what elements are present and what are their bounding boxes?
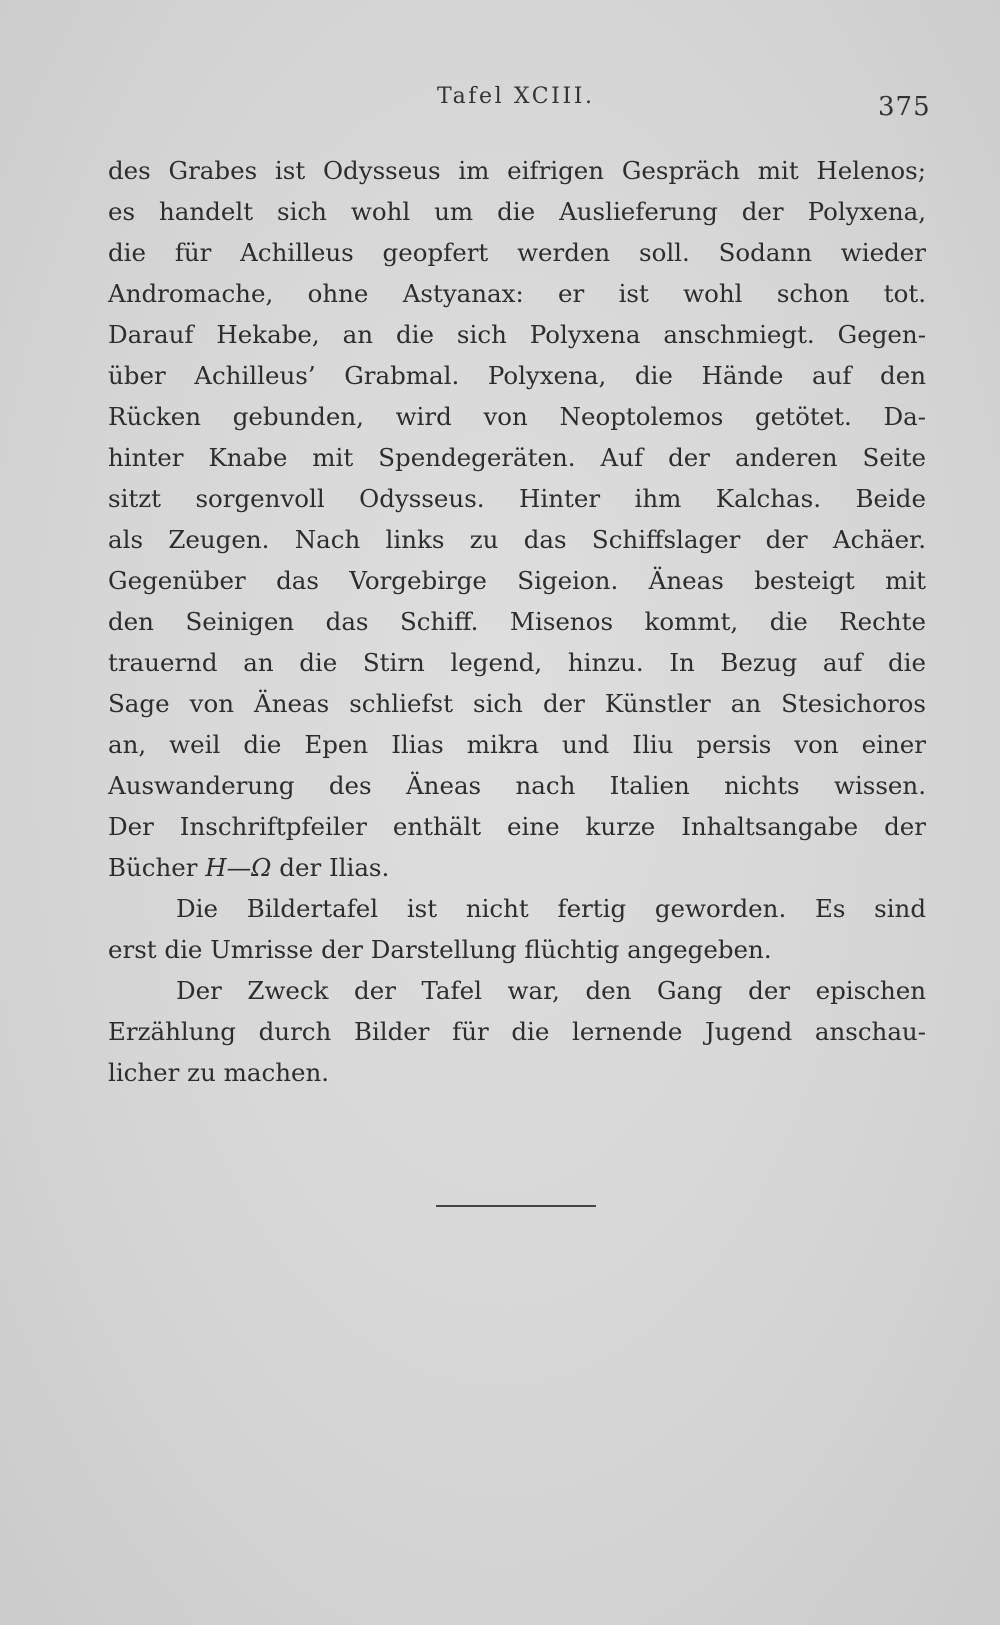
text-line: Erzählung durch Bilder für die lernende Jugend anschau- (108, 1017, 926, 1046)
text-line: trauernd an die Stirn legend, hinzu. In Bezug auf die (108, 648, 926, 677)
text-line: Die Bildertafel ist nicht fertig geworden. Es sind (176, 894, 926, 923)
page-number: 375 (878, 92, 931, 122)
text-line: Gegenüber das Vorgebirge Sigeion. Äneas besteigt mit (108, 566, 926, 595)
text-line: des Grabes ist Odysseus im eifrigen Gespräch mit Helenos; (108, 156, 926, 185)
text-line: die für Achilleus geopfert werden soll. Sodann wieder (108, 238, 926, 267)
text-line: Der Inschriftpfeiler enthält eine kurze Inhaltsangabe der (108, 812, 926, 841)
text-line: an, weil die Epen Ilias mikra und Iliu persis von einer (108, 730, 926, 759)
text-line: den Seinigen das Schiff. Misenos kommt, die Rechte (108, 607, 926, 636)
text-line: Der Zweck der Tafel war, den Gang der epischen (176, 976, 926, 1005)
text-line: es handelt sich wohl um die Auslieferung der Polyxena, (108, 197, 926, 226)
books-suffix: der Ilias. (279, 853, 390, 882)
books-prefix: Bücher (108, 853, 198, 882)
text-line: Rücken gebunden, wird von Neoptolemos getötet. Da- (108, 402, 926, 431)
text-line: hinter Knabe mit Spendegeräten. Auf der anderen Seite (108, 443, 926, 472)
books-line (108, 847, 926, 888)
text-line: als Zeugen. Nach links zu das Schiffslager der Achäer. (108, 525, 926, 554)
text-line: Sage von Äneas schliefst sich der Künstler an Stesichoros (108, 689, 926, 718)
text-line: erst die Umrisse der Darstellung flüchtig angegeben. (108, 935, 772, 964)
text-line: über Achilleus’ Grabmal. Polyxena, die Hände auf den (108, 361, 926, 390)
text-line: licher zu machen. (108, 1058, 330, 1087)
text-line: Darauf Hekabe, an die sich Polyxena anschmiegt. Gegen- (108, 320, 926, 349)
text-line: sitzt sorgenvoll Odysseus. Hinter ihm Kalchas. Beide (108, 484, 926, 513)
text-line: Andromache, ohne Astyanax: er ist wohl schon tot. (108, 279, 926, 308)
text-line: Auswanderung des Äneas nach Italien nichts wissen. (108, 771, 926, 800)
greek-book-range: H—Ω (205, 853, 272, 882)
running-title: Tafel XCIII. (437, 84, 595, 109)
section-end-rule (436, 1205, 596, 1207)
